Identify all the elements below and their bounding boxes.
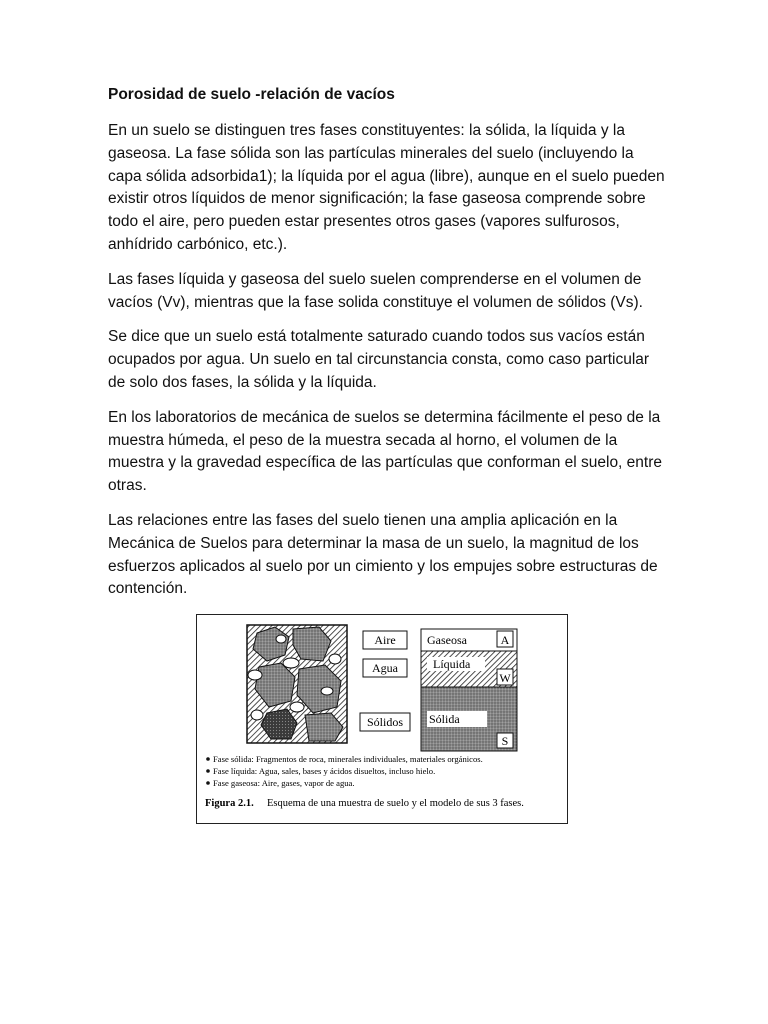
- gaseosa-label: Gaseosa: [427, 633, 467, 647]
- bullet-marker: [206, 769, 210, 773]
- solida-label: Sólida: [429, 712, 460, 726]
- bullet-marker: [206, 781, 210, 785]
- caption-figure-number: Figura 2.1.: [205, 798, 254, 809]
- bullet-marker: [206, 757, 210, 761]
- solidos-label: Sólidos: [366, 715, 404, 729]
- agua-label: Agua: [372, 661, 398, 675]
- bullet-fase-gaseosa: Fase gaseosa: Aire, gases, vapor de agua.: [213, 778, 355, 788]
- paragraph-3: Se dice que un suelo está totalmente saturado cuando todos sus vacíos están ocupados por agua. Un suelo en tal circunstancia consta, como caso particular de solo dos fases, la sólida y la líquida.: [108, 328, 650, 391]
- phase-model: [421, 629, 517, 751]
- paragraph-4: En los laboratorios de mecánica de suelos se determina fácilmente el peso de la muestra húmeda, el peso de la muestra secada al horno, el volumen de la muestra y la gravedad específica de las partículas que conforman el suelo, entre otras.: [108, 408, 663, 495]
- phase-s-label: S: [501, 734, 509, 748]
- phase-a-label: A: [500, 633, 510, 647]
- bullet-fase-solida: Fase sólida: Fragmentos de roca, minerales individuales, materiales orgánicos.: [213, 754, 483, 764]
- soil-phases-diagram: [197, 615, 567, 823]
- bullet-fase-liquida: Fase líquida: Agua, sales, bases y ácidos disueltos, incluso hielo.: [213, 766, 436, 776]
- document-title: Porosidad de suelo -relación de vacíos: [108, 86, 395, 103]
- document-body: [108, 84, 668, 613]
- aire-label: Aire: [374, 633, 396, 647]
- soil-sample-sketch: [247, 625, 347, 743]
- phase-w-label: W: [499, 671, 511, 685]
- paragraph-1: En un suelo se distinguen tres fases constituyentes: la sólida, la líquida y la gaseosa. La fase sólida son las partículas minerales del suelo (incluyendo la capa sólida adsorbida1); la líquida por el agua (libre), aunque en el suelo pueden existir otros líquidos de menor significación; la fase gaseosa comprende sobre todo el aire, pero pueden estar presentes otros gases (vapores sulfurosos, anhídrido carbónico, etc.).: [108, 122, 665, 253]
- soil-phases-figure: [196, 614, 568, 824]
- paragraph-5: Las relaciones entre las fases del suelo tienen una amplia aplicación en la Mecánica de Suelos para determinar la masa de un suelo, la magnitud de los esfuerzos aplicados al suelo por un cimiento y los empujes sobre estructuras de contención.: [108, 511, 658, 598]
- liquida-label: Líquida: [433, 657, 471, 671]
- paragraph-2: Las fases líquida y gaseosa del suelo suelen comprenderse en el volumen de vacíos (Vv), mientras que la fase solida constituye el volumen de sólidos (Vs).: [108, 270, 643, 311]
- caption-text: Esquema de una muestra de suelo y el modelo de sus 3 fases.: [267, 798, 524, 809]
